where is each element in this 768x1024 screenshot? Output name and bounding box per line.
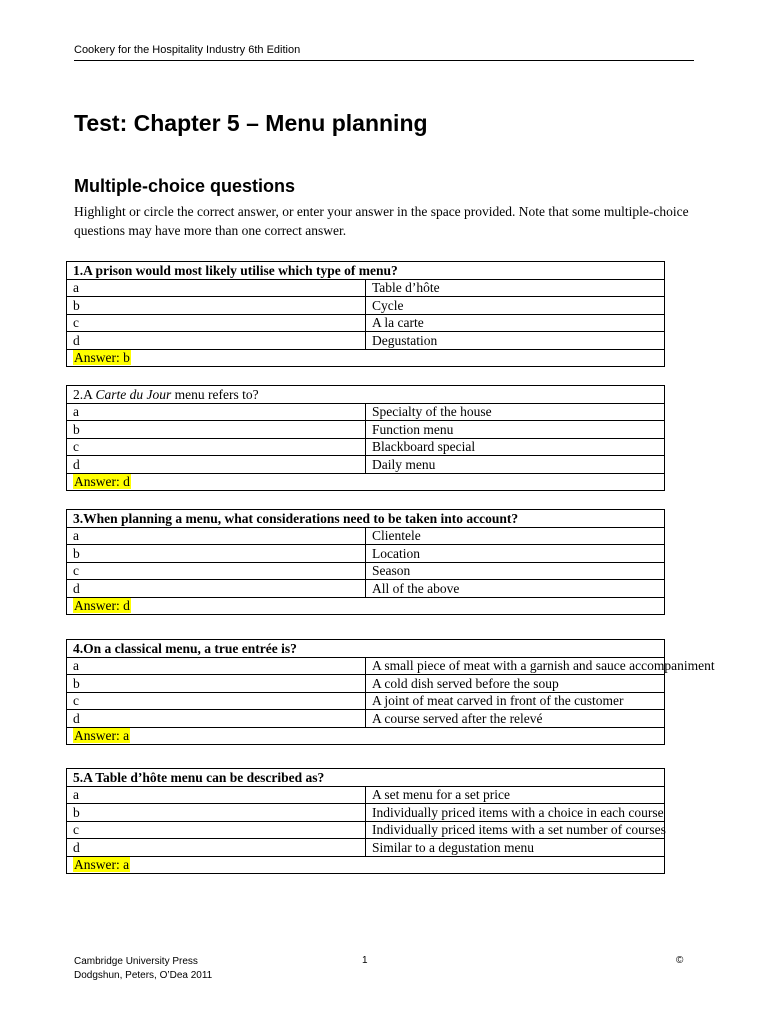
option-row[interactable] — [67, 332, 665, 350]
option-letter: a — [67, 279, 366, 297]
option-letter: d — [67, 580, 366, 598]
option-letter: d — [67, 332, 366, 350]
question-5-text: 5.A Table d’hôte menu can be described as? — [67, 769, 665, 787]
option-letter: c — [67, 821, 366, 839]
option-letter: c — [67, 692, 366, 710]
option-row[interactable] — [67, 675, 665, 693]
question-2-text: 2.A Carte du Jour menu refers to? — [67, 386, 665, 404]
option-text: A cold dish served before the soup — [366, 675, 665, 693]
option-text: Table d’hôte — [366, 279, 665, 297]
answer-label: Answer: d — [74, 598, 130, 614]
option-row[interactable] — [67, 786, 665, 804]
option-row[interactable] — [67, 804, 665, 822]
option-row[interactable] — [67, 403, 665, 421]
page-title: Test: Chapter 5 – Menu planning — [74, 110, 428, 136]
copyright-symbol: © — [676, 955, 684, 966]
option-text: A set menu for a set price — [366, 786, 665, 804]
option-text: A la carte — [366, 314, 665, 332]
option-letter: b — [67, 421, 366, 439]
option-text: All of the above — [366, 580, 665, 598]
question-3-table — [66, 509, 665, 615]
answer-row[interactable] — [67, 597, 665, 615]
answer-label: Answer: a — [74, 857, 130, 873]
option-row[interactable] — [67, 456, 665, 474]
question-3-text: 3.When planning a menu, what considerations need to be taken into account? — [67, 510, 665, 528]
option-row[interactable] — [67, 297, 665, 315]
header-rule — [74, 60, 694, 61]
option-text: Blackboard special — [366, 438, 665, 456]
option-row[interactable] — [67, 821, 665, 839]
question-5-table — [66, 768, 665, 874]
option-text: Individually priced items with a set number of courses — [366, 821, 665, 839]
option-row[interactable] — [67, 438, 665, 456]
page-number: 1 — [362, 955, 368, 966]
option-row[interactable] — [67, 545, 665, 563]
option-letter: d — [67, 456, 366, 474]
option-letter: b — [67, 545, 366, 563]
option-row[interactable] — [67, 710, 665, 728]
answer-row[interactable] — [67, 856, 665, 874]
option-letter: b — [67, 675, 366, 693]
option-row[interactable] — [67, 527, 665, 545]
option-text: Location — [366, 545, 665, 563]
option-letter: a — [67, 657, 366, 675]
option-letter: c — [67, 438, 366, 456]
option-text: Function menu — [366, 421, 665, 439]
option-row[interactable] — [67, 421, 665, 439]
option-text: Daily menu — [366, 456, 665, 474]
document-header: Cookery for the Hospitality Industry 6th Edition — [74, 44, 301, 56]
option-letter: b — [67, 804, 366, 822]
option-row[interactable] — [67, 279, 665, 297]
option-text: Similar to a degustation menu — [366, 839, 665, 857]
option-text: A small piece of meat with a garnish and sauce accompaniment — [366, 657, 665, 675]
question-1-table — [66, 261, 665, 367]
option-text: Individually priced items with a choice in each course — [366, 804, 665, 822]
option-letter: d — [67, 710, 366, 728]
question-1-text: 1.A prison would most likely utilise which type of menu? — [67, 262, 665, 280]
question-4-table — [66, 639, 715, 745]
option-text: Degustation — [366, 332, 665, 350]
option-row[interactable] — [67, 657, 665, 675]
option-text: A joint of meat carved in front of the customer — [366, 692, 665, 710]
option-letter: d — [67, 839, 366, 857]
option-text: Specialty of the house — [366, 403, 665, 421]
question-2-table — [66, 385, 665, 491]
option-text: Season — [366, 562, 665, 580]
answer-row[interactable] — [67, 349, 665, 367]
footer-authors: Dodgshun, Peters, O’Dea 2011 — [74, 970, 213, 981]
option-text: Cycle — [366, 297, 665, 315]
option-text: A course served after the relevé — [366, 710, 665, 728]
option-letter: b — [67, 297, 366, 315]
question-4-text: 4.On a classical menu, a true entrée is? — [67, 640, 665, 658]
option-row[interactable] — [67, 580, 665, 598]
option-letter: c — [67, 562, 366, 580]
section-title: Multiple-choice questions — [74, 176, 296, 196]
option-row[interactable] — [67, 314, 665, 332]
footer-publisher: Cambridge University Press — [74, 956, 198, 967]
answer-label: Answer: a — [74, 728, 130, 744]
option-row[interactable] — [67, 839, 665, 857]
option-letter: a — [67, 527, 366, 545]
instructions: Highlight or circle the correct answer, or enter your answer in the space provided. Note that some multiple-choice questions may have more than one correct answer. — [74, 204, 689, 238]
footer-credits — [74, 955, 212, 983]
answer-row[interactable] — [67, 727, 665, 745]
option-row[interactable] — [67, 692, 665, 710]
option-letter: a — [67, 786, 366, 804]
answer-label: Answer: d — [74, 474, 130, 490]
option-text: Clientele — [366, 527, 665, 545]
answer-label: Answer: b — [74, 350, 130, 366]
option-letter: c — [67, 314, 366, 332]
option-row[interactable] — [67, 562, 665, 580]
answer-row[interactable] — [67, 473, 665, 491]
option-letter: a — [67, 403, 366, 421]
